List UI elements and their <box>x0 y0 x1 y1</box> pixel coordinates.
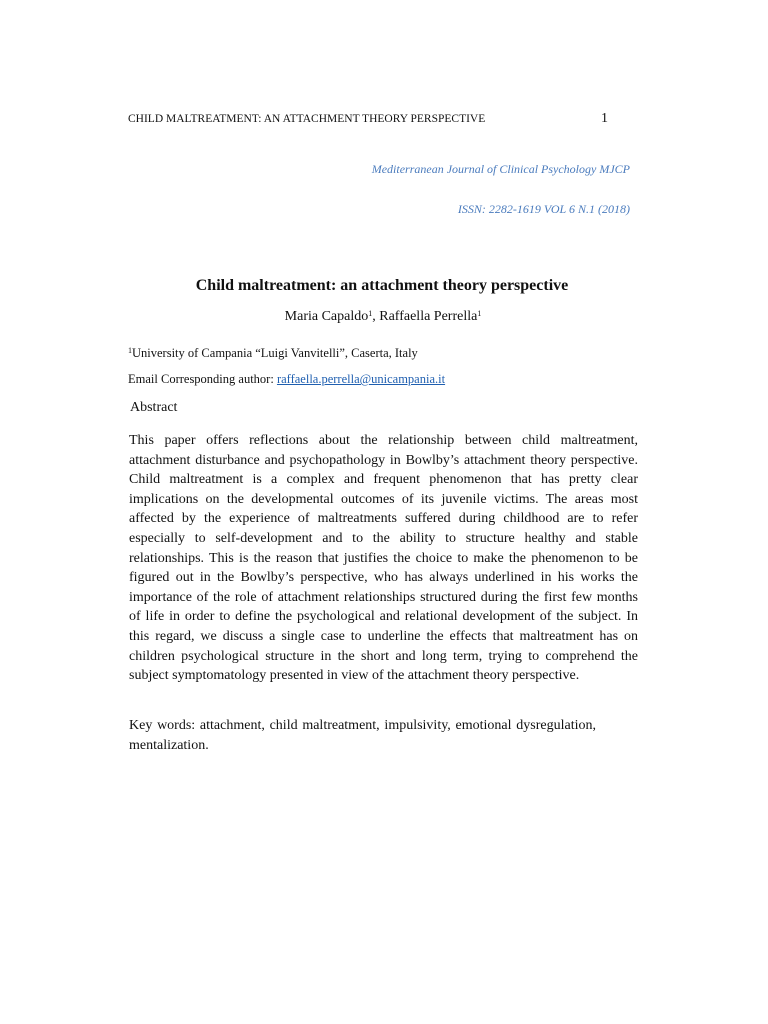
abstract-body: This paper offers reflections about the relationship between child maltreatment, attachment disturbance and psychopathology in Bowlby’s attachment theory perspective. Child maltreatment is a complex and frequent phenomenon that has pretty clear implications on the developmental outcomes of its juvenile victims. The areas most affected by the experience of maltreatments suffered during childhood are to refer especially to self-development and to the ability to structure healthy and stable relationships. This is the reason that justifies the choice to make the phenomenon to be figured out in the Bowlby’s perspective, who has always underlined in his works the importance of the role of attachment relationships structured during the first few months of life in order to define the psychological and relational development of the subject. In this regard, we discuss a single case to underline the effects that maltreatment has on children psychological structure in the short and long term, trying to comprehend the subject symptomatology presented in view of the attachment theory perspective. <box>129 433 638 684</box>
journal-name: Mediterranean Journal of Clinical Psychology MJCP <box>371 162 630 176</box>
author-name: Raffaella Perrella <box>379 309 478 324</box>
page-number: 1 <box>601 111 608 126</box>
keywords: Key words: attachment, child maltreatment, impulsivity, emotional dysregulation, mentalization. <box>129 718 596 753</box>
author-separator: , <box>372 309 380 324</box>
paper-title: Child maltreatment: an attachment theory perspective <box>195 277 569 294</box>
email-link[interactable]: raffaella.perrella@unicampania.it <box>276 372 446 386</box>
affiliation <box>128 346 418 361</box>
affiliation-mark: 1 <box>477 309 482 318</box>
journal-issn: ISSN: 2282-1619 VOL 6 N.1 (2018) <box>457 202 630 216</box>
affiliation-text: University of Campania “Luigi Vanvitelli”, Caserta, Italy <box>132 346 418 360</box>
corresponding-email <box>128 372 445 387</box>
author-name: Maria Capaldo <box>284 309 369 324</box>
running-head: CHILD MALTREATMENT: AN ATTACHMENT THEORY PERSPECTIVE <box>128 113 486 125</box>
abstract-heading: Abstract <box>130 400 178 415</box>
affiliation-mark: 1 <box>368 309 373 318</box>
affiliation-mark: 1 <box>128 346 132 355</box>
email-label: Email Corresponding author: <box>128 372 277 386</box>
author-list <box>0 309 766 325</box>
